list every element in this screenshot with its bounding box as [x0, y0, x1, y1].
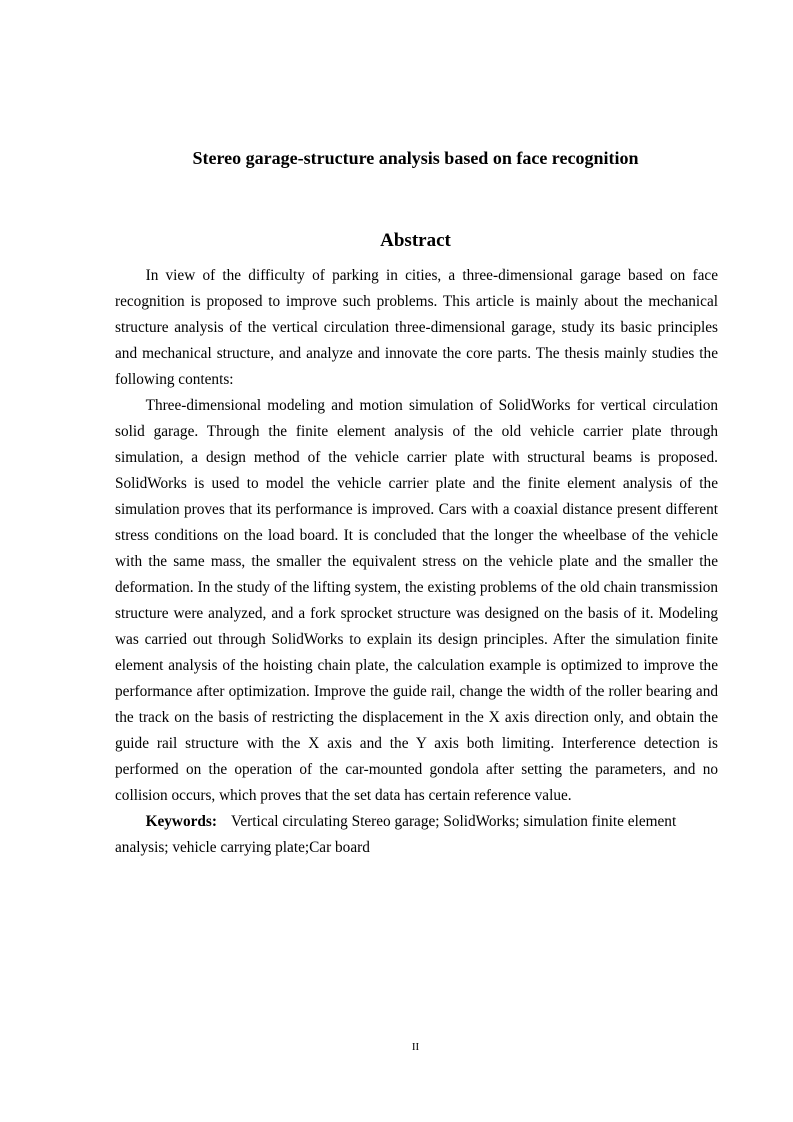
abstract-paragraph: In view of the difficulty of parking in cities, a three-dimensional garage based on face recognition is proposed to improve such problems. This article is mainly about the mechanical structure analysis of the vertical circulation three-dimensional garage, study its basic principles and mechanical structure, and analyze and innovate the core parts. The thesis mainly studies the following contents:	[115, 267, 718, 388]
page-number: II	[411, 1041, 420, 1053]
keywords-text-continued: analysis; vehicle carrying plate;Car board	[115, 839, 370, 856]
abstract-body	[115, 263, 718, 861]
keywords-text: Vertical circulating Stereo garage; SolidWorks; simulation finite element	[230, 813, 677, 830]
abstract-paragraph: Three-dimensional modeling and motion simulation of SolidWorks for vertical circulation solid garage. Through the finite element analysis of the old vehicle carrier plate through simulation, a design method of the vehicle carrier plate with structural beams is proposed. SolidWorks is used to model the vehicle carrier plate and the finite element analysis of the simulation proves that its performance is improved. Cars with a coaxial distance present different stress conditions on the load board. It is concluded that the longer the wheelbase of the vehicle with the same mass, the smaller the equivalent stress on the vehicle plate and the smaller the deformation. In the study of the lifting system, the existing problems of the old chain transmission structure were analyzed, and a fork sprocket structure was designed on the basis of it. Modeling was carried out through SolidWorks to explain its design principles. After the simulation finite element analysis of the hoisting chain plate, the calculation example is optimized to improve the performance after optimization. Improve the guide rail, change the width of the roller bearing and the track on the basis of restricting the displacement in the X axis direction only, and obtain the guide rail structure with the X axis and the Y axis both limiting. Interference detection is performed on the operation of the car-mounted gondola after setting the parameters, and no collision occurs, which proves that the set data has certain reference value.	[115, 397, 718, 804]
keywords-label: Keywords:	[145, 813, 217, 830]
abstract-heading: Abstract	[380, 230, 451, 251]
document-title: Stereo garage-structure analysis based on face recognition	[192, 148, 639, 168]
keywords-line	[115, 809, 718, 861]
